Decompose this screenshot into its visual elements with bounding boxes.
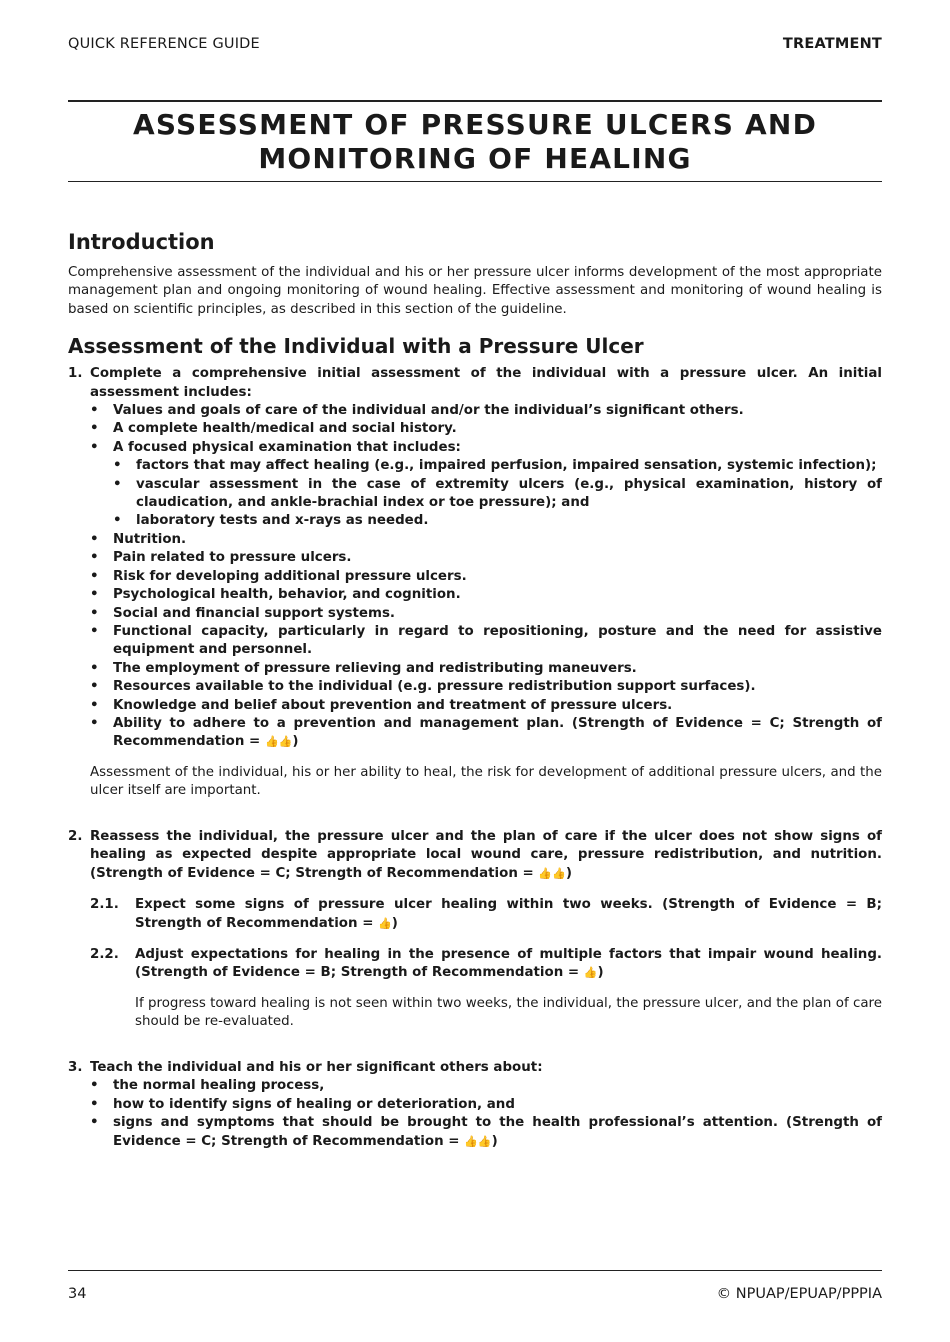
recommendation-3 bbox=[68, 1059, 882, 1151]
recommendation-1-list bbox=[90, 402, 882, 752]
sublist-item: • laboratory tests and x-rays as needed. bbox=[113, 512, 882, 530]
list-item: • Psychological health, behavior, and cognition. bbox=[90, 586, 882, 604]
recommendation-2-2-number: 2.2. bbox=[90, 946, 119, 962]
list-item: • Knowledge and belief about prevention and treatment of pressure ulcers. bbox=[90, 697, 882, 715]
sublist-item: • vascular assessment in the case of extremity ulcers (e.g., physical examination, history of claudication, and ankle-brachial index or toe pressure); and bbox=[113, 476, 882, 513]
closing-paren: ) bbox=[565, 865, 572, 881]
recommendation-2-1-number: 2.1. bbox=[90, 897, 119, 913]
list-item: • Functional capacity, particularly in regard to repositioning, posture and the need for assistive equipment and personnel. bbox=[90, 623, 882, 660]
recommendation-2-2 bbox=[90, 946, 882, 1045]
recommendation-2-2-body: Adjust expectations for healing in the presence of multiple factors that impair wound healing. (Strength of Evidence = B; Strength of Recommendation = bbox=[135, 946, 882, 981]
running-header bbox=[68, 36, 882, 52]
header-section-label: TREATMENT bbox=[782, 36, 882, 52]
list-item: • Social and financial support systems. bbox=[90, 605, 882, 623]
footer-rule bbox=[68, 1270, 882, 1271]
introduction-text: Comprehensive assessment of the individual and his or her pressure ulcer informs development of the most appropriate management plan and ongoing monitoring of wound healing. Effective assessment and monitoring of wound healing is based on scientific principles, as described in this section of the guideline. bbox=[68, 265, 882, 317]
thumbs-up-icon: 👍👍 bbox=[264, 735, 293, 749]
recommendation-2-1-body: Expect some signs of pressure ulcer healing within two weeks. (Strength of Evidence = B; Strength of Recommendation = bbox=[135, 897, 882, 931]
list-item: • A complete health/medical and social history. bbox=[90, 420, 882, 438]
list-item: • how to identify signs of healing or deterioration, and bbox=[90, 1096, 882, 1114]
list-item-text: signs and symptoms that should be brought to the health professional’s attention. (Strength of Evidence = C; Strength of Recommendation = bbox=[113, 1115, 882, 1149]
closing-paren: ) bbox=[391, 915, 398, 931]
recommendation-2-text bbox=[90, 828, 882, 883]
list-item-text: A focused physical examination that includes: bbox=[113, 439, 461, 455]
recommendation-1-note: Assessment of the individual, his or her ability to heal, the risk for development of additional pressure ulcers, and the ulcer itself are important. bbox=[90, 764, 882, 799]
list-item: • Resources available to the individual (e.g. pressure redistribution support surfaces). bbox=[90, 678, 882, 696]
list-item: • The employment of pressure relieving and redistributing maneuvers. bbox=[90, 660, 882, 678]
introduction-heading: Introduction bbox=[68, 230, 215, 254]
list-item bbox=[90, 1114, 882, 1151]
main-content bbox=[68, 228, 882, 1151]
recommendation-3-text: Teach the individual and his or her significant others about: bbox=[90, 1060, 543, 1075]
page-title bbox=[68, 108, 882, 176]
recommendation-2-1-text bbox=[135, 896, 882, 933]
header-guide-label: QUICK REFERENCE GUIDE bbox=[68, 36, 260, 52]
section-heading: Assessment of the Individual with a Pressure Ulcer bbox=[68, 334, 644, 359]
recommendation-2 bbox=[68, 828, 882, 1045]
list-item bbox=[90, 715, 882, 752]
recommendation-2-note: If progress toward healing is not seen within two weeks, the individual, the pressure ulcer, and the plan of care should be re-evaluated. bbox=[135, 995, 882, 1030]
recommendation-1-text: Complete a comprehensive initial assessment of the individual with a pressure ulcer. An initial assessment includes: bbox=[90, 366, 882, 400]
recommendation-2-body: Reassess the individual, the pressure ulcer and the plan of care if the ulcer does not show signs of healing as expected despite appropriate local wound care, pressure redistribution, and nutrition. (Strength of Evidence = C; Strength of Recommendation = bbox=[90, 828, 882, 881]
recommendation-3-list bbox=[90, 1077, 882, 1151]
thumbs-up-icon: 👍 bbox=[378, 916, 392, 930]
thumbs-up-icon: 👍👍 bbox=[464, 1134, 492, 1148]
sublist-item: • factors that may affect healing (e.g., impaired perfusion, impaired sensation, systemic infection); bbox=[113, 457, 882, 475]
recommendation-3-number: 3. bbox=[68, 1060, 83, 1075]
recommendation-1 bbox=[68, 365, 882, 814]
list-item: • Nutrition. bbox=[90, 531, 882, 549]
title-rule-top bbox=[68, 100, 882, 102]
list-item-text: Ability to adhere to a prevention and management plan. (Strength of Evidence = C; Strength of Recommendation = bbox=[113, 715, 882, 750]
list-item: • Values and goals of care of the individual and/or the individual’s significant others. bbox=[90, 402, 882, 420]
closing-paren: ) bbox=[292, 734, 299, 750]
list-item bbox=[90, 439, 882, 531]
physical-exam-sublist bbox=[113, 457, 882, 531]
title-rule-bottom bbox=[68, 181, 882, 182]
closing-paren: ) bbox=[491, 1133, 498, 1149]
page-footer bbox=[68, 1286, 882, 1302]
page-title-line-1: ASSESSMENT OF PRESSURE ULCERS AND bbox=[132, 108, 818, 141]
thumbs-up-icon: 👍 bbox=[583, 966, 598, 980]
recommendation-1-number: 1. bbox=[68, 366, 83, 382]
recommendation-2-1 bbox=[90, 896, 882, 933]
list-item: • Risk for developing additional pressure ulcers. bbox=[90, 568, 882, 586]
list-item: • Pain related to pressure ulcers. bbox=[90, 549, 882, 567]
thumbs-up-icon: 👍👍 bbox=[538, 866, 566, 880]
recommendation-2-2-text bbox=[135, 946, 882, 983]
copyright: © NPUAP/EPUAP/PPPIA bbox=[716, 1286, 882, 1302]
recommendation-2-number: 2. bbox=[68, 828, 83, 844]
page-number: 34 bbox=[68, 1286, 87, 1302]
closing-paren: ) bbox=[597, 965, 604, 981]
list-item: • the normal healing process, bbox=[90, 1077, 882, 1095]
page-title-line-2: MONITORING OF HEALING bbox=[258, 142, 692, 175]
